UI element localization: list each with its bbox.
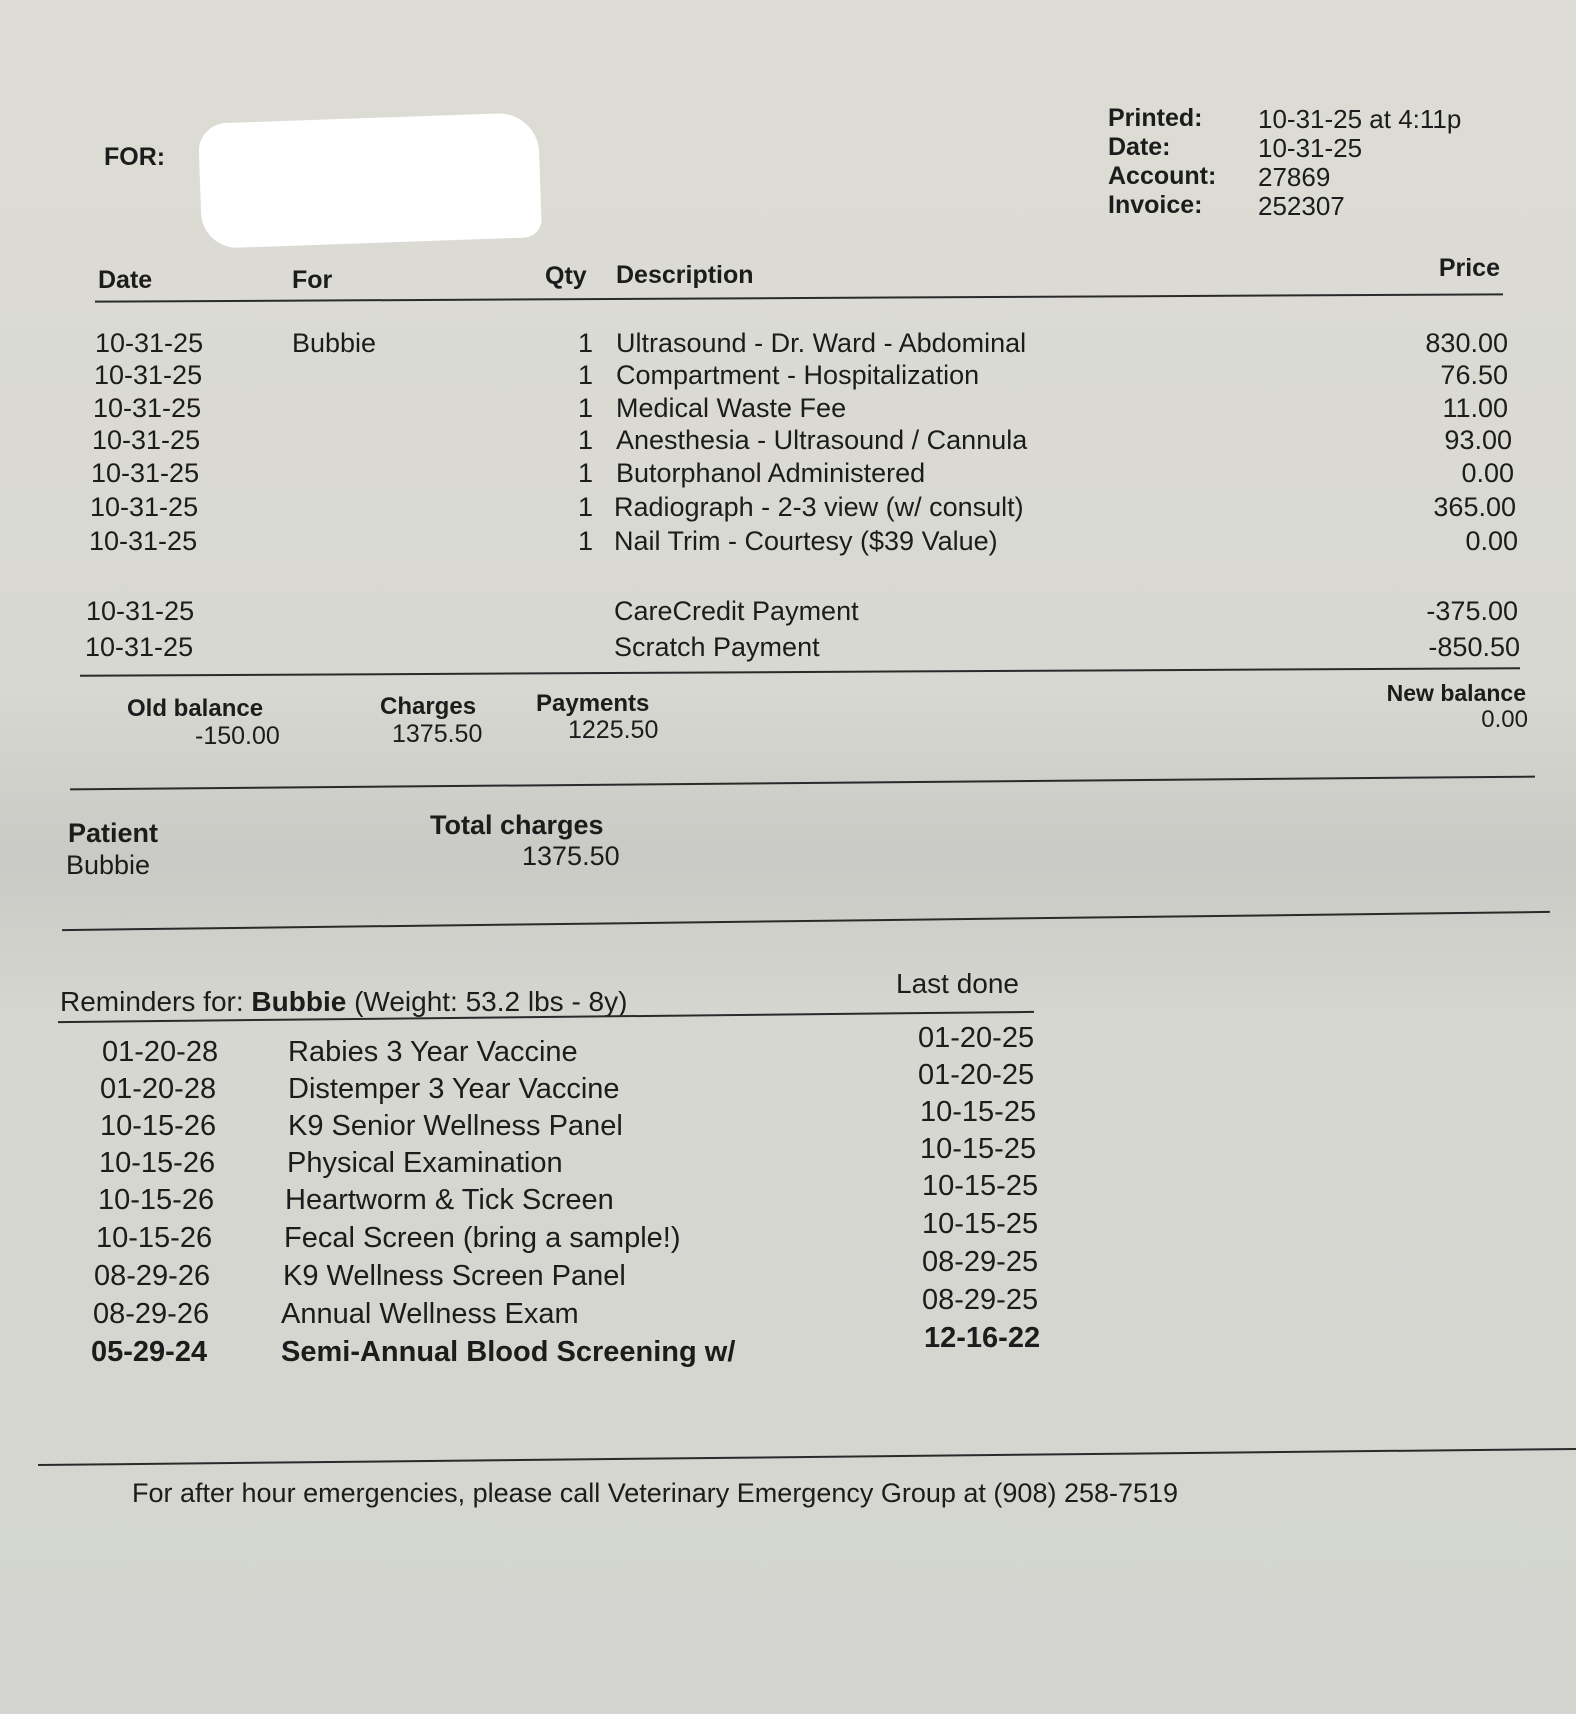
reminder-row	[0, 1170, 1576, 1220]
row-price: 0.00	[1465, 526, 1518, 556]
emergency-note: For after hour emergencies, please call Veterinary Emergency Group at (908) 258-7519	[132, 1478, 1179, 1508]
account-label: Account:	[1108, 162, 1217, 190]
row-price: 0.00	[1461, 458, 1514, 488]
table-row	[0, 328, 1576, 360]
reminders-prefix: Reminders for:	[60, 986, 244, 1017]
row-qty: 1	[578, 526, 594, 556]
row-description: Butorphanol Administered	[616, 458, 926, 488]
reminder-last: 08-29-25	[922, 1246, 1039, 1278]
reminder-due: 08-29-26	[94, 1260, 211, 1292]
for-label: FOR:	[104, 143, 166, 171]
payment-row	[0, 632, 1576, 664]
printed-label: Printed:	[1108, 104, 1203, 132]
row-price: 365.00	[1433, 492, 1516, 522]
total-charges-value: 1375.50	[522, 841, 620, 871]
row-date: 10-31-25	[95, 328, 204, 358]
reminder-due: 08-29-26	[93, 1298, 210, 1330]
col-for: For	[292, 266, 333, 294]
reminder-last: 12-16-22	[924, 1322, 1041, 1354]
payment-amount: -375.00	[1426, 596, 1518, 626]
reminder-name: Distemper 3 Year Vaccine	[288, 1073, 620, 1105]
items-rule	[80, 667, 1520, 677]
reminder-name: Rabies 3 Year Vaccine	[288, 1036, 578, 1068]
row-price: 93.00	[1444, 425, 1512, 455]
reminder-last: 08-29-25	[922, 1284, 1039, 1316]
reminder-last: 10-15-25	[922, 1208, 1039, 1240]
reminder-due: 10-15-26	[100, 1110, 217, 1142]
payment-row	[0, 596, 1576, 628]
row-date: 10-31-25	[89, 526, 198, 556]
row-price: 76.50	[1440, 360, 1508, 390]
row-date: 10-31-25	[91, 458, 200, 488]
payments-value: 1225.50	[568, 716, 659, 744]
row-qty: 1	[578, 458, 594, 488]
charges-value: 1375.50	[392, 720, 483, 748]
account-value: 27869	[1258, 162, 1331, 192]
table-row	[0, 492, 1576, 524]
reminder-name: Annual Wellness Exam	[281, 1298, 579, 1330]
old-balance-value: -150.00	[195, 722, 280, 750]
reminder-row-overdue	[0, 1322, 1576, 1372]
printed-value: 10-31-25 at 4:11p	[1258, 104, 1462, 134]
reminder-name: Physical Examination	[287, 1147, 563, 1179]
balance-rule	[70, 776, 1535, 791]
reminder-row	[0, 1208, 1576, 1258]
charges-label: Charges	[380, 693, 477, 720]
reminder-row	[0, 1096, 1576, 1146]
row-description: Medical Waste Fee	[616, 393, 847, 423]
reminder-row	[0, 1059, 1576, 1109]
row-description: Compartment - Hospitalization	[616, 360, 980, 390]
table-row	[0, 458, 1576, 490]
row-qty: 1	[578, 328, 594, 358]
row-for: Bubbie	[292, 328, 377, 358]
row-description: Ultrasound - Dr. Ward - Abdominal	[616, 328, 1027, 358]
new-balance-label: New balance	[1386, 680, 1526, 706]
payment-amount: -850.50	[1428, 632, 1520, 662]
row-date: 10-31-25	[93, 393, 202, 423]
table-row	[0, 360, 1576, 392]
reminder-due: 10-15-26	[98, 1184, 215, 1216]
reminder-due: 01-20-28	[102, 1036, 219, 1068]
row-qty: 1	[578, 393, 594, 423]
reminder-name: K9 Senior Wellness Panel	[288, 1110, 623, 1142]
row-description: Anesthesia - Ultrasound / Cannula	[616, 425, 1028, 455]
reminder-name: Fecal Screen (bring a sample!)	[284, 1222, 681, 1254]
reminders-detail: (Weight: 53.2 lbs - 8y)	[354, 986, 628, 1017]
reminder-last: 10-15-25	[922, 1170, 1039, 1202]
reminder-row	[0, 1133, 1576, 1183]
payments-label: Payments	[536, 690, 650, 717]
reminders-patient: Bubbie	[251, 986, 347, 1017]
invoice-label: Invoice:	[1108, 191, 1203, 219]
col-description: Description	[616, 261, 754, 289]
patient-value: Bubbie	[66, 850, 151, 880]
payment-date: 10-31-25	[85, 632, 194, 662]
table-row	[0, 425, 1576, 457]
row-description: Nail Trim - Courtesy ($39 Value)	[614, 526, 998, 556]
invoice-value: 252307	[1258, 191, 1345, 221]
reminder-row	[0, 1246, 1576, 1296]
reminder-last: 01-20-25	[918, 1059, 1035, 1091]
redacted-name	[198, 112, 542, 249]
row-qty: 1	[578, 492, 594, 522]
reminder-name: K9 Wellness Screen Panel	[283, 1260, 626, 1292]
col-date: Date	[98, 266, 153, 294]
patient-label: Patient	[68, 818, 159, 848]
row-qty: 1	[578, 425, 594, 455]
patient-rule	[62, 911, 1550, 931]
reminder-due: 01-20-28	[100, 1073, 217, 1105]
col-qty: Qty	[545, 262, 587, 290]
reminder-row	[0, 1022, 1576, 1072]
reminder-last: 10-15-25	[920, 1133, 1037, 1165]
reminder-due: 05-29-24	[91, 1336, 208, 1368]
reminder-last: 10-15-25	[920, 1096, 1037, 1128]
date-value: 10-31-25	[1258, 133, 1363, 163]
payment-date: 10-31-25	[86, 596, 195, 626]
date-label: Date:	[1108, 133, 1171, 161]
row-qty: 1	[578, 360, 594, 390]
footer-rule	[38, 1448, 1576, 1466]
table-row	[0, 526, 1576, 558]
table-row	[0, 393, 1576, 425]
new-balance-value: 0.00	[1481, 706, 1528, 733]
reminder-due: 10-15-26	[96, 1222, 213, 1254]
total-charges-label: Total charges	[430, 810, 604, 840]
old-balance-label: Old balance	[127, 695, 264, 722]
reminder-row	[0, 1284, 1576, 1334]
reminders-heading	[60, 986, 627, 1018]
payment-description: Scratch Payment	[614, 632, 820, 662]
reminder-name: Heartworm & Tick Screen	[285, 1184, 614, 1216]
payment-description: CareCredit Payment	[614, 596, 859, 626]
row-date: 10-31-25	[92, 425, 201, 455]
reminder-name: Semi-Annual Blood Screening w/	[281, 1336, 736, 1368]
row-date: 10-31-25	[94, 360, 203, 390]
last-done-label: Last done	[896, 968, 1019, 999]
row-price: 11.00	[1442, 393, 1508, 423]
reminder-last: 01-20-25	[918, 1022, 1035, 1054]
row-description: Radiograph - 2-3 view (w/ consult)	[614, 492, 1024, 522]
row-date: 10-31-25	[90, 492, 199, 522]
row-price: 830.00	[1425, 328, 1508, 358]
col-price: Price	[1438, 254, 1500, 282]
reminder-due: 10-15-26	[99, 1147, 216, 1179]
